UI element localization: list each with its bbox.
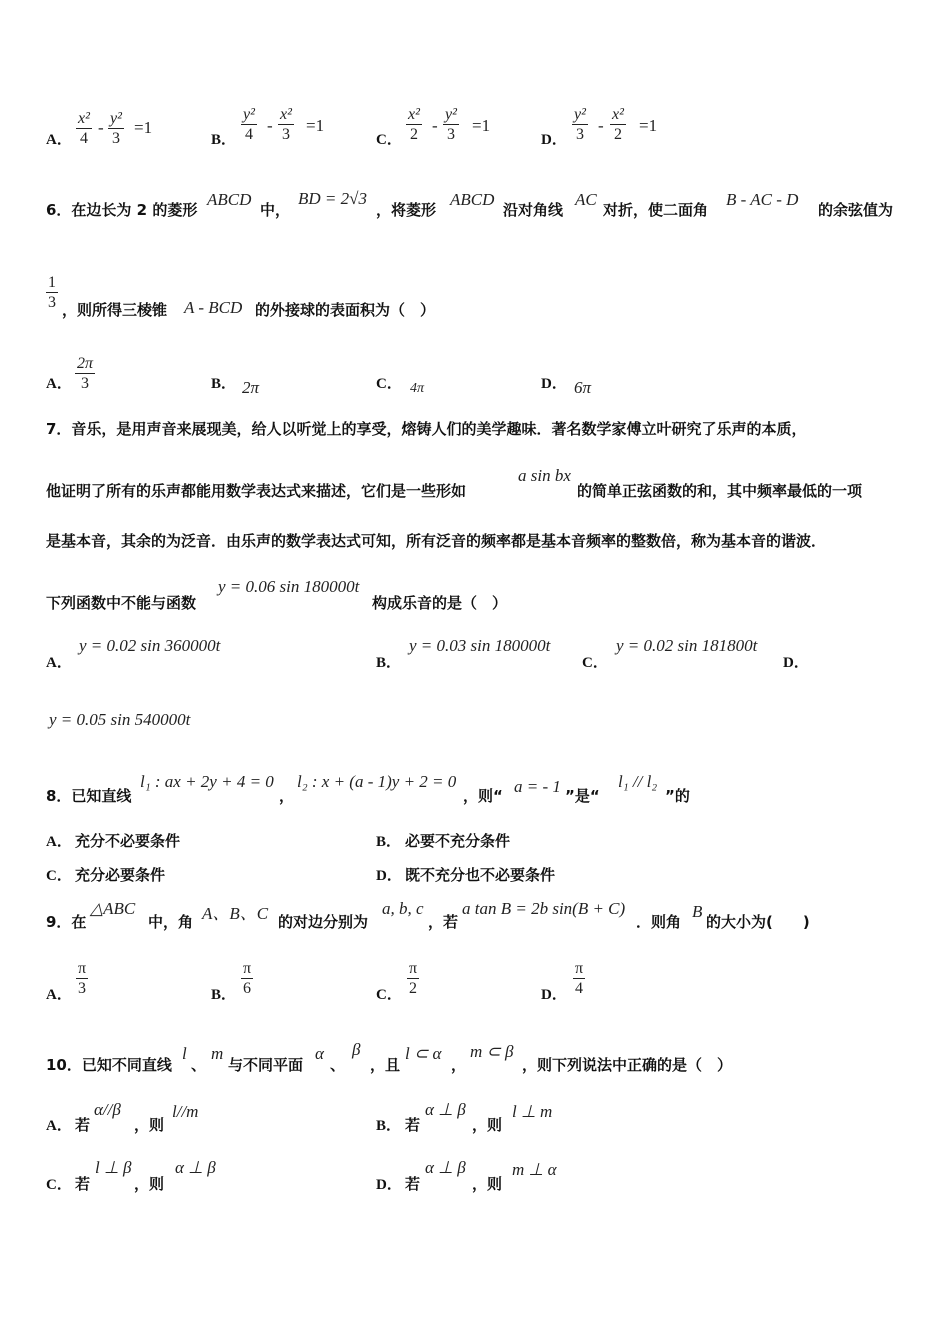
q10-text-7: ，则下列说法中正确的是（ ） xyxy=(522,1056,733,1074)
q6-option-d-value: 6π xyxy=(574,378,592,397)
q7-line-4a: 下列函数中不能与函数 xyxy=(46,594,197,612)
q9-option-a-value: $\frac{\pi}{3}$ xyxy=(78,960,87,997)
q8-math-a-value: a = - 1 xyxy=(514,777,561,796)
q6-math-ac: AC xyxy=(575,190,597,209)
q9-text-4: ，若 xyxy=(428,913,459,931)
q6-text-6: 的余弦值为 xyxy=(818,201,894,219)
q9-math-b: B xyxy=(692,902,703,921)
q6-text-1: 6．在边长为 2 的菱形 xyxy=(46,201,198,219)
q5-b-operator: - xyxy=(267,116,273,135)
q9-text-3: 的对边分别为 xyxy=(278,913,369,931)
q10-math-alpha: α xyxy=(315,1044,324,1063)
q7-option-a-value: y = 0.02 sin 360000t xyxy=(79,636,221,655)
q10-text-5: ，且 xyxy=(370,1056,401,1074)
q6-math-dihedral: B - AC - D xyxy=(726,190,799,209)
q10-option-b-condition: α ⊥ β xyxy=(425,1100,466,1119)
q6-option-b-label: B． xyxy=(211,376,237,392)
q9-option-d-label: D． xyxy=(541,987,567,1003)
q5-c-equals: =1 xyxy=(472,116,491,135)
q6-option-c-label: C． xyxy=(376,376,402,392)
q10-option-d-label: D． xyxy=(376,1177,402,1193)
q10-option-c-condition: l ⊥ β xyxy=(95,1158,132,1177)
q5-d-fraction-2: $\frac{\text{x²}}{2}$ xyxy=(612,106,624,143)
q6-option-d-label: D． xyxy=(541,376,567,392)
q10-option-d-then: ，则 xyxy=(472,1175,503,1193)
q9-option-d-value: $\frac{\pi}{4}$ xyxy=(575,960,584,997)
q9-option-a-label: A． xyxy=(46,987,72,1003)
q10-math-m: m xyxy=(211,1044,224,1063)
q8-option-a-text: 充分不必要条件 xyxy=(75,832,181,850)
q5-b-equals: =1 xyxy=(306,116,325,135)
q10-math-l: l xyxy=(182,1044,187,1063)
q8-text-2: ， xyxy=(279,787,295,805)
q9-math-triangle: △ABC xyxy=(90,899,136,918)
q5-d-equals: =1 xyxy=(639,116,658,135)
q10-option-a-condition: α//β xyxy=(94,1100,121,1119)
q10-option-b-result: l ⊥ m xyxy=(512,1102,553,1121)
q10-option-a-label: A． xyxy=(46,1118,72,1134)
q9-text-6: 的大小为( ) xyxy=(706,913,810,931)
q6-text-4: 沿对角线 xyxy=(503,201,564,219)
q5-a-operator: - xyxy=(98,118,104,137)
q9-math-condition: a tan B = 2b sin(B + C) xyxy=(462,899,626,918)
q10-option-d-if: 若 xyxy=(405,1175,421,1193)
q7-option-b-value: y = 0.03 sin 180000t xyxy=(409,636,551,655)
q5-a-fraction-2: $\frac{\text{y²}}{3}$ xyxy=(110,110,122,147)
q9-text-1: 9．在 xyxy=(46,913,87,931)
q7-line-1: 7．音乐，是用声音来展现美，给人以听觉上的享受，熔铸人们的美学趣味．著名数学家傅立叶研究了乐声的本质， xyxy=(46,420,807,438)
q9-text-2: 中，角 xyxy=(148,913,194,931)
q5-a-fraction-1: $\frac{\text{x²}}{4}$ xyxy=(78,110,90,147)
q10-option-c-if: 若 xyxy=(75,1175,91,1193)
q6-option-a-label: A． xyxy=(46,376,72,392)
q7-line-2a: 他证明了所有的乐声都能用数学表达式来描述，它们是一些形如 xyxy=(46,482,467,500)
q8-text-4: ”是“ xyxy=(565,787,600,805)
q5-c-fraction-2: $\frac{\text{y²}}{3}$ xyxy=(445,106,457,143)
q8-math-line-1: l₁ : ax + 2y + 4 = 0 xyxy=(140,772,274,791)
q8-option-d-text: 既不充分也不必要条件 xyxy=(405,866,556,884)
q5-option-d-label: D． xyxy=(541,132,567,148)
q6-math-abcd-2: ABCD xyxy=(450,190,495,209)
q8-option-c-text: 充分必要条件 xyxy=(75,866,166,884)
q10-option-d-condition: α ⊥ β xyxy=(425,1158,466,1177)
q7-option-c-value: y = 0.02 sin 181800t xyxy=(616,636,758,655)
q8-option-b-label: B． xyxy=(376,834,402,850)
q5-option-a-label: A． xyxy=(46,132,72,148)
q7-option-c-label: C． xyxy=(582,655,608,671)
q9-option-c-label: C． xyxy=(376,987,402,1003)
q8-option-c-label: C． xyxy=(46,868,72,884)
q10-option-c-then: ，则 xyxy=(134,1175,165,1193)
q10-option-c-label: C． xyxy=(46,1177,72,1193)
q10-option-d-result: m ⊥ α xyxy=(512,1160,557,1179)
q10-text-3: 与不同平面 xyxy=(228,1056,304,1074)
q6-text-5: 对折，使二面角 xyxy=(603,201,709,219)
q6-text-8: 的外接球的表面积为（ ） xyxy=(255,301,436,319)
q5-c-fraction-1: $\frac{\text{x²}}{2}$ xyxy=(408,106,420,143)
q10-math-m-in-beta: m ⊂ β xyxy=(470,1042,514,1061)
q6-text-7: ，则所得三棱锥 xyxy=(62,301,168,319)
q7-option-a-label: A． xyxy=(46,655,72,671)
q6-text-3: ，将菱形 xyxy=(376,201,437,219)
q6-option-a-value: $\frac{2\pi}{3}$ xyxy=(77,355,94,392)
q10-math-beta: β xyxy=(352,1040,361,1059)
q5-a-equals: =1 xyxy=(134,118,153,137)
q8-option-b-text: 必要不充分条件 xyxy=(405,832,511,850)
q10-text-6: ， xyxy=(451,1056,467,1074)
q7-line-4b: 构成乐音的是（ ） xyxy=(372,594,508,612)
q10-option-a-then: ，则 xyxy=(134,1116,165,1134)
q10-option-b-then: ，则 xyxy=(472,1116,503,1134)
q10-text-2: 、 xyxy=(191,1056,207,1074)
q6-math-abcd: ABCD xyxy=(207,190,252,209)
q10-option-a-result: l//m xyxy=(172,1102,199,1121)
q7-option-d-label: D． xyxy=(783,655,809,671)
q9-option-b-label: B． xyxy=(211,987,237,1003)
q5-b-fraction-2: $\frac{\text{x²}}{3}$ xyxy=(280,106,292,143)
q6-math-pyramid: A - BCD xyxy=(184,298,243,317)
q6-fraction-one-third: $\frac{1}{3}$ xyxy=(48,274,56,311)
q10-math-l-in-alpha: l ⊂ α xyxy=(405,1044,442,1063)
q6-math-bd: BD = 2√3 xyxy=(298,189,367,208)
q7-option-b-label: B． xyxy=(376,655,402,671)
q8-math-line-2: l₂ : x + (a - 1)y + 2 = 0 xyxy=(297,772,457,791)
q5-d-fraction-1: $\frac{\text{y²}}{3}$ xyxy=(574,106,586,143)
q8-text-5: ”的 xyxy=(665,787,690,805)
q8-option-a-label: A． xyxy=(46,834,72,850)
q7-math-asinbx: a sin bx xyxy=(518,466,571,485)
q9-math-angles: A、B、C xyxy=(202,904,269,923)
q8-option-d-label: D． xyxy=(376,868,402,884)
q5-d-operator: - xyxy=(598,116,604,135)
q10-option-b-label: B． xyxy=(376,1118,402,1134)
q9-option-b-value: $\frac{\pi}{6}$ xyxy=(243,960,252,997)
q5-option-b-label: B． xyxy=(211,132,237,148)
q7-math-base-function: y = 0.06 sin 180000t xyxy=(218,577,360,596)
q8-text-3: ，则“ xyxy=(463,787,503,805)
q7-line-3: 是基本音，其余的为泛音．由乐声的数学表达式可知，所有泛音的频率都是基本音频率的整数倍，称为基本音的谐波． xyxy=(46,532,827,550)
q9-math-sides: a, b, c xyxy=(382,899,424,918)
q5-option-c-label: C． xyxy=(376,132,402,148)
q10-option-b-if: 若 xyxy=(405,1116,421,1134)
q9-option-c-value: $\frac{\pi}{2}$ xyxy=(409,960,418,997)
q6-text-2: 中， xyxy=(260,201,291,219)
q9-text-5: ．则角 xyxy=(636,913,682,931)
q10-text-1: 10．已知不同直线 xyxy=(46,1056,172,1074)
q6-option-c-value: 4π xyxy=(410,381,425,396)
q8-text-1: 8．已知直线 xyxy=(46,787,132,805)
q5-b-fraction-1: $\frac{\text{y²}}{4}$ xyxy=(243,106,255,143)
q8-math-parallel: l₁ // l₂ xyxy=(618,772,658,791)
q10-option-c-result: α ⊥ β xyxy=(175,1158,216,1177)
q6-option-b-value: 2π xyxy=(242,378,260,397)
q10-option-a-if: 若 xyxy=(75,1116,91,1134)
q10-text-4: 、 xyxy=(330,1056,346,1074)
q7-line-2b: 的简单正弦函数的和，其中频率最低的一项 xyxy=(577,482,863,500)
q7-option-d-value: y = 0.05 sin 540000t xyxy=(49,710,191,729)
q5-c-operator: - xyxy=(432,116,438,135)
